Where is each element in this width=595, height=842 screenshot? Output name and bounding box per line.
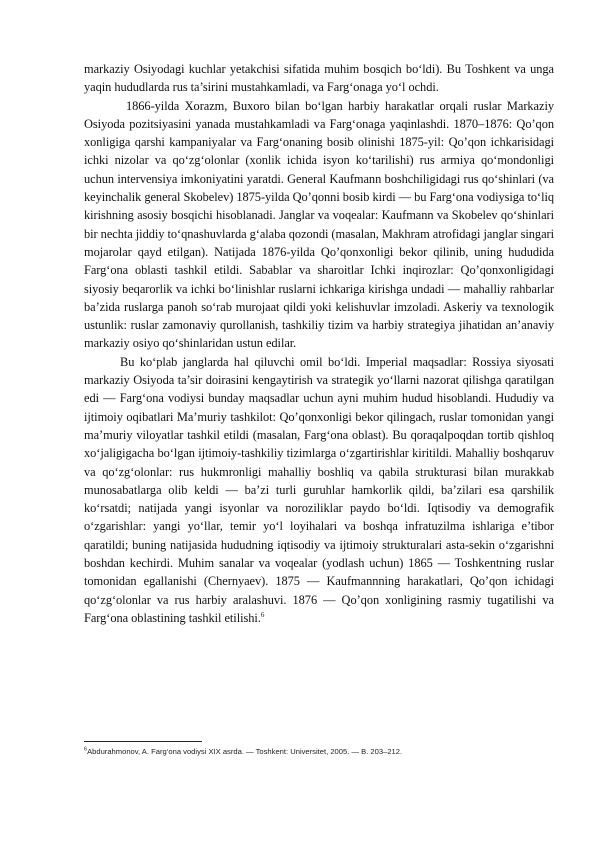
paragraph-2: 1866-yilda Xorazm, Buxoro bilan bo‘lgan harbiy harakatlar orqali ruslar Markaziy Osiyoda pozitsiyasini yanada mustahkamladi va Farg‘onaga yaqinlashdi. 1870–1876: Qo’qon xonligiga qarshi kampaniyalar va Farg‘onaning bosib olinishi 1875-yil: Qo’qon ichkarisidagi ichki nizolar va qo‘zg‘olonlar (xonlik ichida isyon ko‘tarilishi) rus armiya qo‘mondonligi uchun intervensiya imkoniyatini yaratdi. General Kaufmann boshchiligidagi rus qo‘shinlari (va keyinchalik general Skobelev) 1875-yilda Qo’qonni bosib kirdi — bu Farg‘ona vodiysiga to‘liq kirishning asosiy bosqichi hisoblanadi. Janglar va voqealar: Kaufmann va Skobelev qo‘shinlari bir nechta jiddiy to‘qnashuvlarda g‘alaba qozondi (masalan, Makhram atrofidagi janglar singari mojarolar qayd etilgan). Natijada 1876-yilda Qo’qonxonligi bekor qilinib, uning hududida Farg‘ona oblasti tashkil etildi. Sabablar va sharoitlar Ichki inqirozlar: Qo’qonxonligidagi siyosiy beqarorlik va ichki bo‘linishlar ruslarni ichkariga kirishga undadi — mahalliy rahbarlar ba’zida ruslarga panoh so‘rab murojaat qildi yoki kelishuvlar imzoladi. Askeriy va texnologik ustunlik: ruslar zamonaviy qurollanish, tashkiliy tizim va harbiy strategiya jihatidan an’anaviy markaziy osiyo qo‘shinlaridan ustun edilar. xyxy=(84,98,554,351)
footnote-text: Abdurahmonov, A. Farg‘ona vodiysi XIX asrda. — Toshkent: Universitet, 2005. — B. 203–212. xyxy=(87,747,403,756)
footnote-reference[interactable]: 6 xyxy=(260,610,265,619)
paragraph-3 xyxy=(84,353,554,627)
footnote-mark: 6 xyxy=(84,746,88,753)
footnote-divider xyxy=(84,741,202,742)
footnote xyxy=(84,747,554,757)
page-body xyxy=(84,60,554,627)
paragraph-1: markaziy Osiyodagi kuchlar yetakchisi sifatida muhim bosqich bo‘ldi). Bu Toshkent va unga yaqin hududlarda rus ta’sirini mustahkamladi, va Farg‘onaga yo‘l ochdi. xyxy=(84,62,554,95)
paragraph-3-text: Bu ko‘plab janglarda hal qiluvchi omil bo‘ldi. Imperial maqsadlar: Rossiya siyosati markaziy Osiyoda ta’sir doirasini kengaytirish va strategik yo‘llarni nazorat qilishga qaratilgan edi — Farg‘ona vodiysi bunday maqsadlar uchun ayni muhim hudud hisoblandi. Hududiy va ijtimoiy oqibatlari Ma’muriy tashkilot: Qo’qonxonligi bekor qilingach, ruslar tomonidan yangi ma’muriy viloyatlar tashkil etildi (masalan, Farg‘ona oblast). Bu qoraqalpoqdan tortib qishloq xo‘jaligigacha bo‘lgan ijtimoiy-tashkiliy tizimlarga o‘zgartirishlar kiritildi. Mahalliy boshqaruv va qo‘zg‘olonlar: rus hukmronligi mahalliy boshliq va qabila strukturasi bilan murakkab munosabatlarga olib keldi — ba’zi turli guruhlar hamkorlik qildi, ba’zilari esa qarshilik ko‘rsatdi; natijada yangi isyonlar va noroziliklar paydo bo‘ldi. Iqtisodiy va demografik o‘zgarishlar: yangi yo‘llar, temir yo‘l loyihalari va boshqa infratuzilma ishlariga e’tibor qaratildi; buning natijasida hududning iqtisodiy va ijtimoiy strukturalari asta-sekin o‘zgarishni boshdan kechirdi. Muhim sanalar va voqealar (yodlash uchun) 1865 — Toshkentning ruslar tomonidan egallanishi (Chernyaev). 1875 — Kaufmannning harakatlari, Qo’qon ichidagi qo‘zg‘olonlar va rus harbiy aralashuvi. 1876 — Qo’qon xonligining rasmiy tugatilishi va Farg‘ona oblastining tashkil etilishi. xyxy=(84,354,554,625)
